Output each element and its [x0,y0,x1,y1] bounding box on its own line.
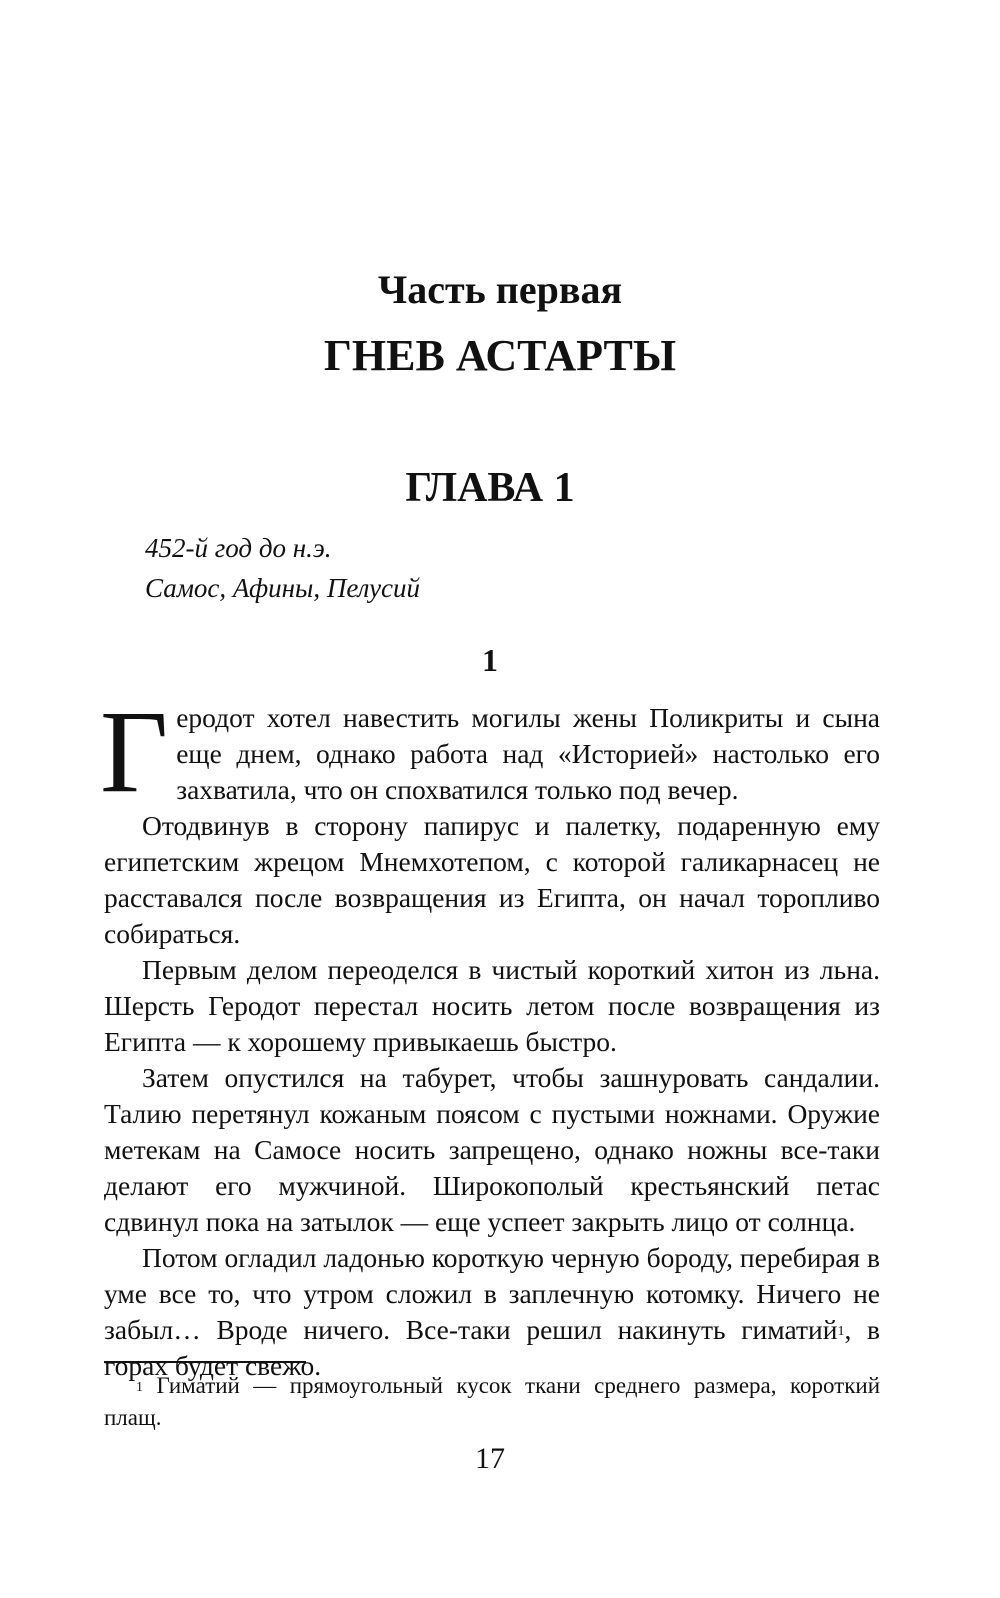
paragraph: Затем опустился на табурет, чтобы зашнуровать сандалии. Талию перетянул кожаным поясом с пустыми ножнами. Оружие метекам на Самосе носить запрещено, однако ножны все-таки делают его мужчиной. Широкополый крестьянский петас сдвинул пока на затылок — еще успеет закрыть лицо от солнца. [104,1062,880,1237]
section-number: 1 [482,642,498,678]
footnote-reference: 1 [837,1324,845,1339]
footnote-marker: 1 [136,1380,143,1395]
part-name: ГНЕВ АСТАРТЫ [323,331,677,380]
epigraph-places: Самос, Афины, Пелусий [145,573,421,603]
epigraph-date: 452-й год до н.э. [145,533,332,563]
footnote-divider [104,1361,306,1363]
footnote-text: Гиматий — прямоугольный кусок ткани среднего размера, короткий плащ. [104,1373,881,1430]
part-label: Часть первая [377,267,623,312]
paragraph-text-tail: , в горах будет свежо. [104,1314,880,1381]
body-text [100,686,880,1384]
paragraph-text: еродот хотел навестить могилы жены Поликриты и сына еще днем, однако работа над «Историей» настолько его захватила, что он спохватился только под вечер. [176,702,880,805]
drop-cap: Г [100,686,169,817]
paragraph: Первым делом переоделся в чистый короткий хитон из льна. Шерсть Геродот перестал носить летом после возвращения из Египта — к хорошему привыкаешь быстро. [104,954,880,1057]
paragraph-text: Потом огладил ладонью короткую черную бороду, перебирая в уме все то, что утром сложил в заплечную котомку. Ничего не забыл… Вроде ничего. Все-таки решил накинуть гиматий [104,1242,880,1345]
footnote [104,1370,880,1434]
chapter-epigraph [145,528,420,608]
paragraph [100,686,880,817]
paragraph: Отодвинув в сторону папирус и палетку, подаренную ему египетским жрецом Мнемхотепом, с которой галикарнасец не расставался после возвращения из Египта, он начал торопливо собираться. [104,810,880,949]
chapter-title: ГЛАВА 1 [405,465,575,511]
page-number: 17 [475,1442,505,1475]
